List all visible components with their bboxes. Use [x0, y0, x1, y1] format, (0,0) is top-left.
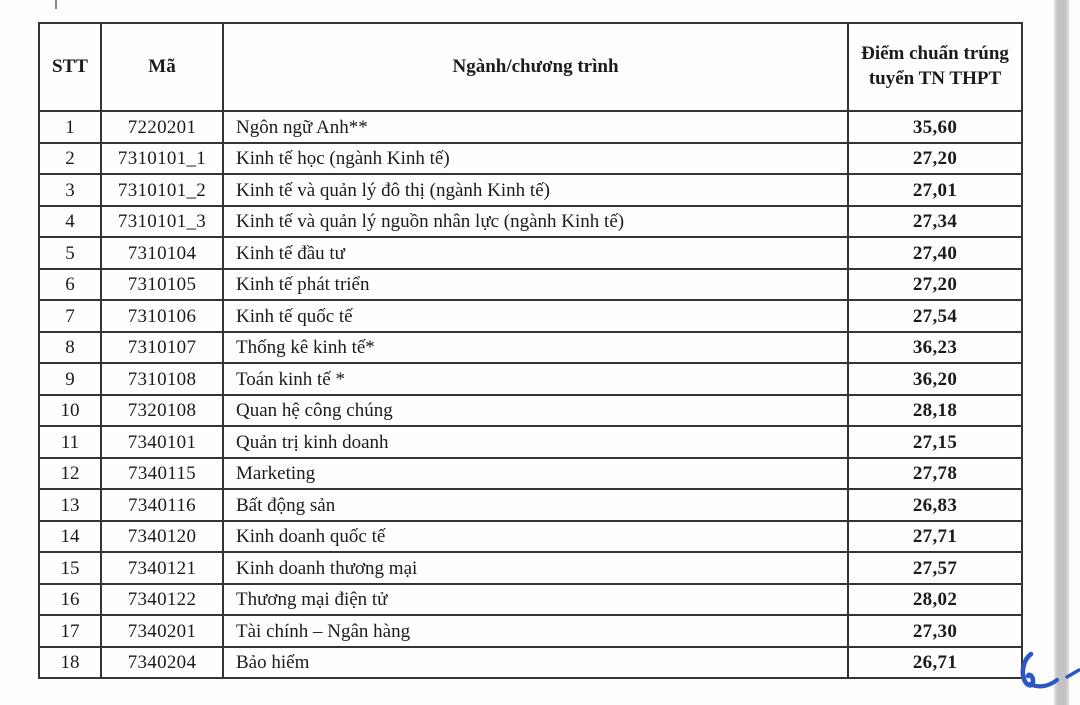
- score-cell: 27,20: [848, 143, 1022, 175]
- row-number-cell: 7: [39, 300, 101, 332]
- header-ma: Mã: [101, 23, 223, 111]
- major-code-cell: 7340101: [101, 426, 223, 458]
- major-code-cell: 7340204: [101, 647, 223, 679]
- header-stt: STT: [39, 23, 101, 111]
- table-row: [39, 111, 1022, 143]
- table-header-row: [39, 23, 1022, 111]
- row-number-cell: 6: [39, 269, 101, 301]
- row-number-cell: 4: [39, 206, 101, 238]
- table-row: [39, 615, 1022, 647]
- table-row: [39, 300, 1022, 332]
- major-name-cell: Kinh doanh thương mại: [223, 552, 848, 584]
- major-name-cell: Toán kinh tế *: [223, 363, 848, 395]
- page-edge-bar: [1054, 0, 1069, 705]
- score-cell: 27,54: [848, 300, 1022, 332]
- major-code-cell: 7340116: [101, 489, 223, 521]
- row-number-cell: 13: [39, 489, 101, 521]
- header-nganh: Ngành/chương trình: [223, 23, 848, 111]
- major-name-cell: Kinh tế học (ngành Kinh tế): [223, 143, 848, 175]
- table-row: [39, 269, 1022, 301]
- header-diem: Điểm chuẩn trúng tuyển TN THPT: [848, 23, 1022, 111]
- table-row: [39, 332, 1022, 364]
- row-number-cell: 11: [39, 426, 101, 458]
- table-body: [39, 111, 1022, 678]
- score-cell: 26,71: [848, 647, 1022, 679]
- major-code-cell: 7340201: [101, 615, 223, 647]
- score-cell: 27,34: [848, 206, 1022, 238]
- score-cell: 27,01: [848, 174, 1022, 206]
- major-name-cell: Ngôn ngữ Anh**: [223, 111, 848, 143]
- row-number-cell: 5: [39, 237, 101, 269]
- major-code-cell: 7310105: [101, 269, 223, 301]
- row-number-cell: 18: [39, 647, 101, 679]
- major-code-cell: 7320108: [101, 395, 223, 427]
- table-row: [39, 489, 1022, 521]
- row-number-cell: 2: [39, 143, 101, 175]
- major-name-cell: Bảo hiểm: [223, 647, 848, 679]
- table-row: [39, 363, 1022, 395]
- row-number-cell: 12: [39, 458, 101, 490]
- row-number-cell: 3: [39, 174, 101, 206]
- pen-mark-hook-stroke: [1023, 654, 1033, 685]
- table-row: [39, 647, 1022, 679]
- table-row: [39, 143, 1022, 175]
- major-code-cell: 7340120: [101, 521, 223, 553]
- score-cell: 27,78: [848, 458, 1022, 490]
- score-cell: 28,02: [848, 584, 1022, 616]
- table-row: [39, 426, 1022, 458]
- score-cell: 27,57: [848, 552, 1022, 584]
- row-number-cell: 8: [39, 332, 101, 364]
- major-code-cell: 7310101_1: [101, 143, 223, 175]
- row-number-cell: 10: [39, 395, 101, 427]
- table-row: [39, 458, 1022, 490]
- score-cell: 35,60: [848, 111, 1022, 143]
- row-number-cell: 16: [39, 584, 101, 616]
- major-name-cell: Quan hệ công chúng: [223, 395, 848, 427]
- score-cell: 28,18: [848, 395, 1022, 427]
- major-name-cell: Thương mại điện tử: [223, 584, 848, 616]
- major-code-cell: 7340115: [101, 458, 223, 490]
- score-cell: 26,83: [848, 489, 1022, 521]
- major-code-cell: 7310107: [101, 332, 223, 364]
- major-name-cell: Kinh tế và quản lý đô thị (ngành Kinh tế): [223, 174, 848, 206]
- table-row: [39, 237, 1022, 269]
- table-row: [39, 552, 1022, 584]
- score-cell: 36,23: [848, 332, 1022, 364]
- cropped-content-artifact: [55, 0, 57, 9]
- major-name-cell: Quản trị kinh doanh: [223, 426, 848, 458]
- major-code-cell: 7220201: [101, 111, 223, 143]
- row-number-cell: 14: [39, 521, 101, 553]
- major-name-cell: Kinh tế quốc tế: [223, 300, 848, 332]
- row-number-cell: 1: [39, 111, 101, 143]
- table-row: [39, 395, 1022, 427]
- major-name-cell: Kinh doanh quốc tế: [223, 521, 848, 553]
- table-row: [39, 206, 1022, 238]
- table-row: [39, 174, 1022, 206]
- score-cell: 27,40: [848, 237, 1022, 269]
- handwritten-pen-mark: [1013, 650, 1080, 702]
- major-code-cell: 7310108: [101, 363, 223, 395]
- row-number-cell: 17: [39, 615, 101, 647]
- major-code-cell: 7340121: [101, 552, 223, 584]
- score-cell: 27,30: [848, 615, 1022, 647]
- score-cell: 27,71: [848, 521, 1022, 553]
- major-code-cell: 7340122: [101, 584, 223, 616]
- major-name-cell: Kinh tế phát triển: [223, 269, 848, 301]
- score-cell: 36,20: [848, 363, 1022, 395]
- major-code-cell: 7310101_2: [101, 174, 223, 206]
- admission-score-table: [38, 22, 1023, 679]
- major-name-cell: Bất động sản: [223, 489, 848, 521]
- major-name-cell: Tài chính – Ngân hàng: [223, 615, 848, 647]
- major-name-cell: Kinh tế đầu tư: [223, 237, 848, 269]
- major-code-cell: 7310106: [101, 300, 223, 332]
- table-row: [39, 584, 1022, 616]
- major-name-cell: Thống kê kinh tế*: [223, 332, 848, 364]
- pen-mark-dash-stroke: [1067, 670, 1079, 677]
- score-cell: 27,20: [848, 269, 1022, 301]
- major-code-cell: 7310101_3: [101, 206, 223, 238]
- row-number-cell: 15: [39, 552, 101, 584]
- major-code-cell: 7310104: [101, 237, 223, 269]
- table-row: [39, 521, 1022, 553]
- row-number-cell: 9: [39, 363, 101, 395]
- major-name-cell: Marketing: [223, 458, 848, 490]
- major-name-cell: Kinh tế và quản lý nguồn nhân lực (ngành Kinh tế): [223, 206, 848, 238]
- score-cell: 27,15: [848, 426, 1022, 458]
